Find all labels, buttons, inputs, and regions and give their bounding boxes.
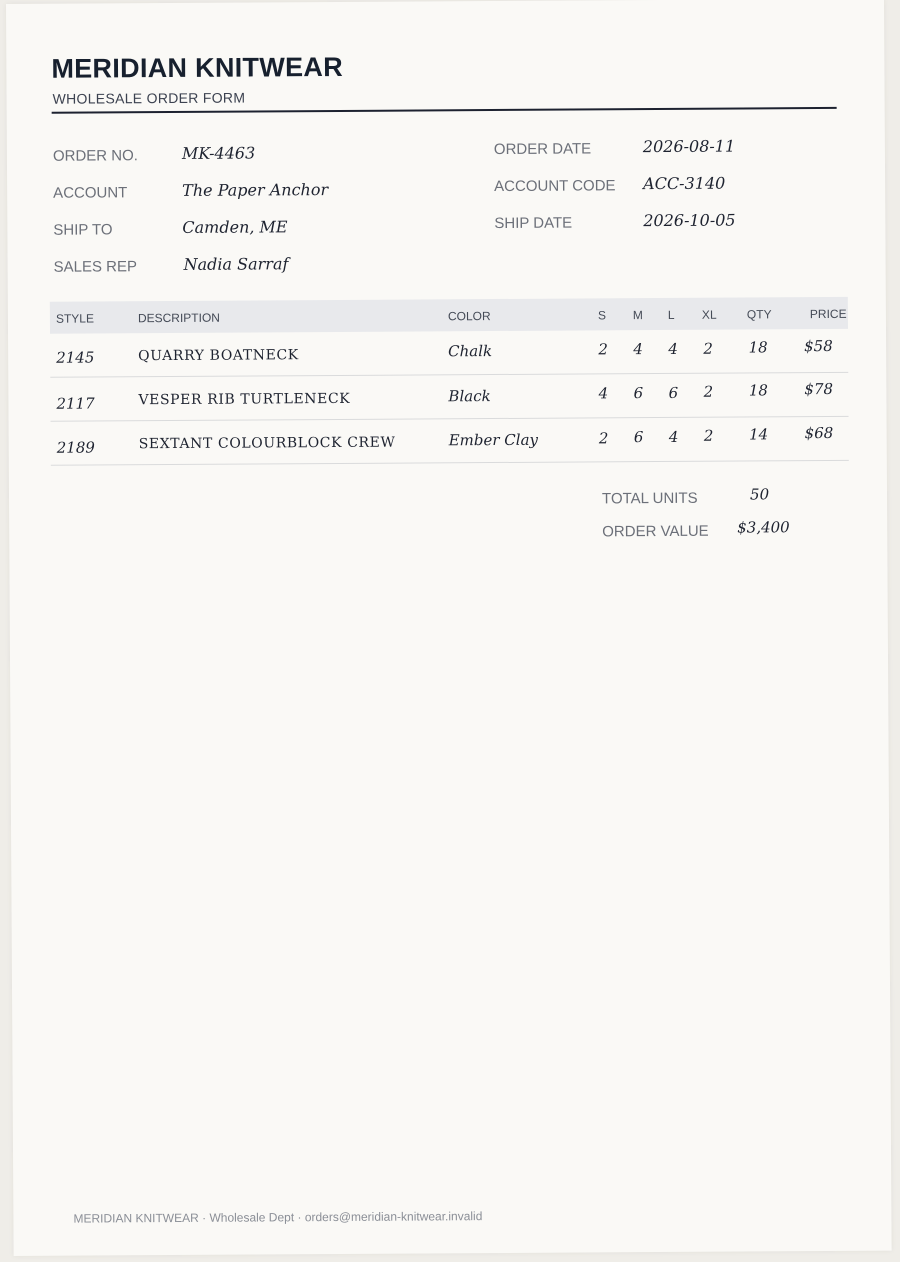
row-style: 2117 — [56, 394, 95, 413]
row-description: VESPER RIB TURTLENECK — [138, 390, 351, 409]
row-size-xl: 2 — [703, 426, 714, 445]
row-divider — [51, 416, 849, 422]
row-size-m: 6 — [633, 428, 644, 447]
row-size-xl: 2 — [703, 382, 714, 401]
row-description: QUARRY BOATNECK — [138, 347, 299, 365]
row-size-s: 2 — [598, 429, 609, 448]
ship-date-value: 2026-10-05 — [643, 210, 736, 231]
account-label: ACCOUNT — [53, 184, 128, 202]
brand-name: MERIDIAN KNITWEAR — [51, 51, 344, 84]
order-value-label: ORDER VALUE — [602, 522, 709, 541]
col-l: L — [667, 307, 675, 322]
sales-rep-label: SALES REP — [53, 258, 138, 276]
footer-text: MERIDIAN KNITWEAR · Wholesale Dept · orders@meridian-knitwear.invalid — [73, 1209, 483, 1226]
account-value: The Paper Anchor — [182, 180, 329, 200]
row-style: 2189 — [56, 438, 95, 457]
col-s: S — [597, 308, 606, 323]
ship-to-label: SHIP TO — [53, 221, 113, 239]
row-price: $68 — [804, 423, 834, 443]
row-price: $58 — [804, 336, 833, 356]
row-size-l: 4 — [668, 339, 678, 358]
row-style: 2145 — [56, 348, 95, 367]
col-qty: QTY — [746, 307, 772, 322]
row-size-s: 4 — [598, 384, 609, 403]
row-color: Ember Clay — [448, 430, 539, 450]
row-size-s: 2 — [598, 340, 608, 359]
order-form-page — [6, 0, 892, 1256]
ship-to-value: Camden, ME — [182, 217, 288, 237]
row-size-m: 4 — [633, 340, 643, 359]
header-divider — [52, 107, 837, 114]
row-description: SEXTANT COLOURBLOCK CREW — [138, 434, 396, 453]
order-no-value: MK-4463 — [181, 143, 256, 163]
col-xl: XL — [701, 307, 717, 322]
row-size-l: 4 — [668, 427, 679, 446]
row-qty: 18 — [748, 381, 768, 400]
row-color: Chalk — [448, 342, 493, 361]
row-color: Black — [448, 387, 491, 406]
account-code-label: ACCOUNT CODE — [494, 177, 616, 196]
total-units-value: 50 — [749, 485, 770, 504]
order-date-value: 2026-08-11 — [642, 136, 736, 157]
col-style: STYLE — [55, 311, 94, 326]
order-date-label: ORDER DATE — [493, 140, 592, 159]
sales-rep-value: Nadia Sarraf — [183, 254, 289, 274]
row-qty: 14 — [749, 425, 769, 444]
col-description: DESCRIPTION — [137, 310, 220, 326]
order-no-label: ORDER NO. — [52, 147, 138, 165]
account-code-value: ACC-3140 — [643, 173, 726, 194]
row-price: $78 — [804, 379, 834, 399]
form-subtitle: WHOLESALE ORDER FORM — [52, 89, 246, 107]
total-units-label: TOTAL UNITS — [601, 489, 698, 508]
row-qty: 18 — [748, 338, 768, 357]
col-color: COLOR — [447, 309, 491, 324]
row-divider — [50, 372, 848, 378]
row-divider — [51, 460, 849, 466]
col-price: PRICE — [809, 306, 847, 322]
col-m: M — [632, 308, 643, 323]
row-size-xl: 2 — [703, 339, 713, 358]
row-size-m: 6 — [633, 384, 644, 403]
row-size-l: 6 — [668, 383, 679, 402]
ship-date-label: SHIP DATE — [494, 214, 573, 233]
order-value-amount: $3,400 — [737, 518, 790, 537]
line-items-header — [50, 297, 848, 334]
